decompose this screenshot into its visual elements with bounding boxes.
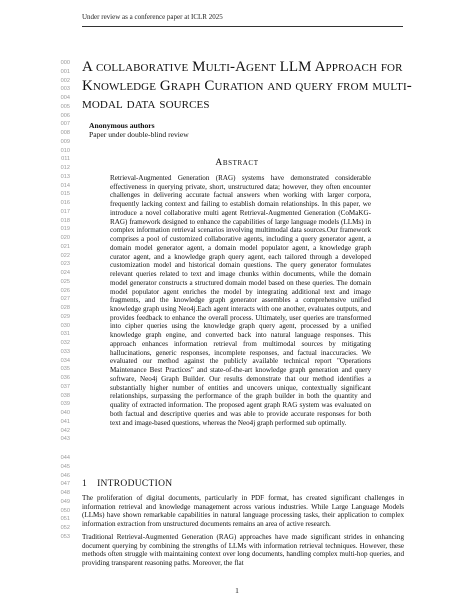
author-name: Anonymous authors bbox=[89, 121, 155, 130]
section-heading bbox=[82, 479, 172, 489]
abstract-heading: Abstract bbox=[215, 158, 259, 168]
line-number: 026 bbox=[60, 287, 70, 294]
line-number: 019 bbox=[60, 226, 70, 233]
line-number: 050 bbox=[60, 507, 70, 514]
line-number: 018 bbox=[60, 217, 70, 224]
line-number: 031 bbox=[60, 331, 70, 338]
intro-paragraph: Traditional Retrieval-Augmented Generation (RAG) approaches have made significant strides in enhancing document querying by combining the strengths of LLMs with information retrieval techniques. However, these methods often struggle with maintaining context over long documents, handling complex multi-hop queries, and providing transparent reasoning paths. Moreover, the flat bbox=[82, 533, 404, 567]
line-number: 005 bbox=[60, 103, 70, 110]
line-number: 027 bbox=[60, 296, 70, 303]
line-number: 033 bbox=[60, 348, 70, 355]
line-number: 038 bbox=[60, 392, 70, 399]
header-rule bbox=[82, 26, 403, 27]
line-number: 048 bbox=[60, 490, 70, 496]
line-number: 000 bbox=[60, 60, 70, 66]
line-number: 021 bbox=[60, 243, 70, 250]
author-block bbox=[89, 121, 189, 139]
page-number: 1 bbox=[235, 586, 239, 595]
line-number: 028 bbox=[60, 305, 70, 311]
line-number: 007 bbox=[60, 121, 70, 128]
line-number: 012 bbox=[60, 165, 70, 171]
line-number: 042 bbox=[60, 427, 70, 434]
line-number: 023 bbox=[60, 261, 70, 268]
line-number: 036 bbox=[60, 375, 70, 381]
line-number: 014 bbox=[60, 182, 70, 189]
line-number: 022 bbox=[60, 252, 70, 259]
line-number: 039 bbox=[60, 401, 70, 408]
line-number: 017 bbox=[60, 208, 70, 215]
line-number: 045 bbox=[60, 463, 70, 470]
line-number: 044 bbox=[60, 455, 70, 461]
line-number: 002 bbox=[60, 77, 70, 84]
section-title: INTRODUCTION bbox=[97, 479, 173, 489]
line-number: 032 bbox=[60, 340, 70, 346]
line-number: 006 bbox=[60, 112, 70, 119]
line-number: 035 bbox=[60, 366, 70, 373]
abstract-text: Retrieval-Augmented Generation (RAG) systems have demonstrated considerable effectiveness in querying private, short, unstructured data; however, they often encounter challenges in delivering accurate factual answers when working with larger corpora, frequently lacking context and failing to establish domain relationships. In this paper, we introduce a novel collaborative multi agent Retrieval-Augmented Generation (CoMaKG-RAG) framework designed to enhance the capabilities of large language models (LLMs) in complex information retrieval scenarios involving multimodal data sources.Our framework comprises a pool of customized collaborative agents, including a query generator agent, a domain model generator agent, a domain model populator agent, a knowledge graph curator agent, and a knowledge graph query agent, each tailored through a developed customization model and historical domain questions. The query generator formulates relevant queries related to text and image chunks within documents, while the domain model generator constructs a structured domain model based on these queries. The domain model populator agent enriches the model by integrating additional text and image fragments, and the knowledge graph generator assembles a comprehensive unified knowledge graph using Neo4j.Each agent interacts with one another, evaluates outputs, and provides feedback to enhance the overall process. Ultimately, user queries are transformed into cipher queries using the knowledge graph query agent, processed by a unified knowledge graph engine, and converted back into natural language responses. This approach enhances information retrieval from multimodal sources by mitigating hallucinations, generic responses, incomplete responses, and factual inaccuracies. We evaluated our method against the publicly available technical report "Operations Maintenance Best Practices" and state-of-the-art knowledge graph generation and query software, Neo4j Graph Builder. Our results demonstrate that our method identifies a substantially higher number of entities and uncovers unique, contextually significant relationships, surpassing the performance of the graph builder in both the quantity and quality of extracted information. The proposed agent graph RAG system was evaluated on both factual and descriptive queries and was able to provide accurate responses for both text and image-based questions, whereas the Neo4j graph performed sub optimally. bbox=[110, 174, 371, 427]
review-note: Paper under double-blind review bbox=[89, 130, 189, 139]
section-number: 1 bbox=[82, 479, 88, 489]
line-number: 009 bbox=[60, 138, 70, 145]
line-number: 029 bbox=[60, 313, 70, 320]
line-number: 049 bbox=[60, 498, 70, 505]
line-number: 004 bbox=[60, 95, 70, 101]
line-number: 051 bbox=[60, 516, 70, 523]
line-number: 015 bbox=[60, 191, 70, 198]
line-number: 043 bbox=[60, 436, 70, 443]
line-number: 025 bbox=[60, 278, 70, 285]
line-number: 052 bbox=[60, 525, 70, 531]
line-number: 046 bbox=[60, 472, 70, 479]
line-number: 041 bbox=[60, 418, 70, 425]
running-header: Under review as a conference paper at ICLR 2025 bbox=[82, 13, 223, 21]
line-number: 024 bbox=[60, 270, 70, 276]
line-numbers bbox=[50, 59, 70, 542]
line-number: 008 bbox=[60, 130, 70, 136]
line-number: 001 bbox=[60, 68, 70, 75]
line-number: 003 bbox=[60, 86, 70, 93]
line-number: 016 bbox=[60, 200, 70, 206]
line-number: 013 bbox=[60, 173, 70, 180]
line-number: 034 bbox=[60, 357, 70, 364]
paper-title: A collaborative Multi-Agent LLM Approach for Knowledge Graph Curation and query from multi-modal data sources bbox=[82, 59, 412, 112]
line-number: 047 bbox=[60, 481, 70, 488]
line-number: 053 bbox=[60, 533, 70, 540]
line-number: 040 bbox=[60, 410, 70, 416]
line-number: 010 bbox=[60, 147, 70, 154]
line-number: 037 bbox=[60, 383, 70, 390]
line-number: 030 bbox=[60, 322, 70, 329]
line-number: 011 bbox=[61, 156, 70, 163]
line-number: 020 bbox=[60, 235, 70, 241]
intro-paragraph: The proliferation of digital documents, particularly in PDF format, has created significant challenges in information retrieval and knowledge management across various industries. While Large Language Models (LLMs) have shown remarkable capabilities in natural language processing tasks, their application to complex information extraction from unstructured documents remains an area of active research. bbox=[82, 494, 404, 528]
